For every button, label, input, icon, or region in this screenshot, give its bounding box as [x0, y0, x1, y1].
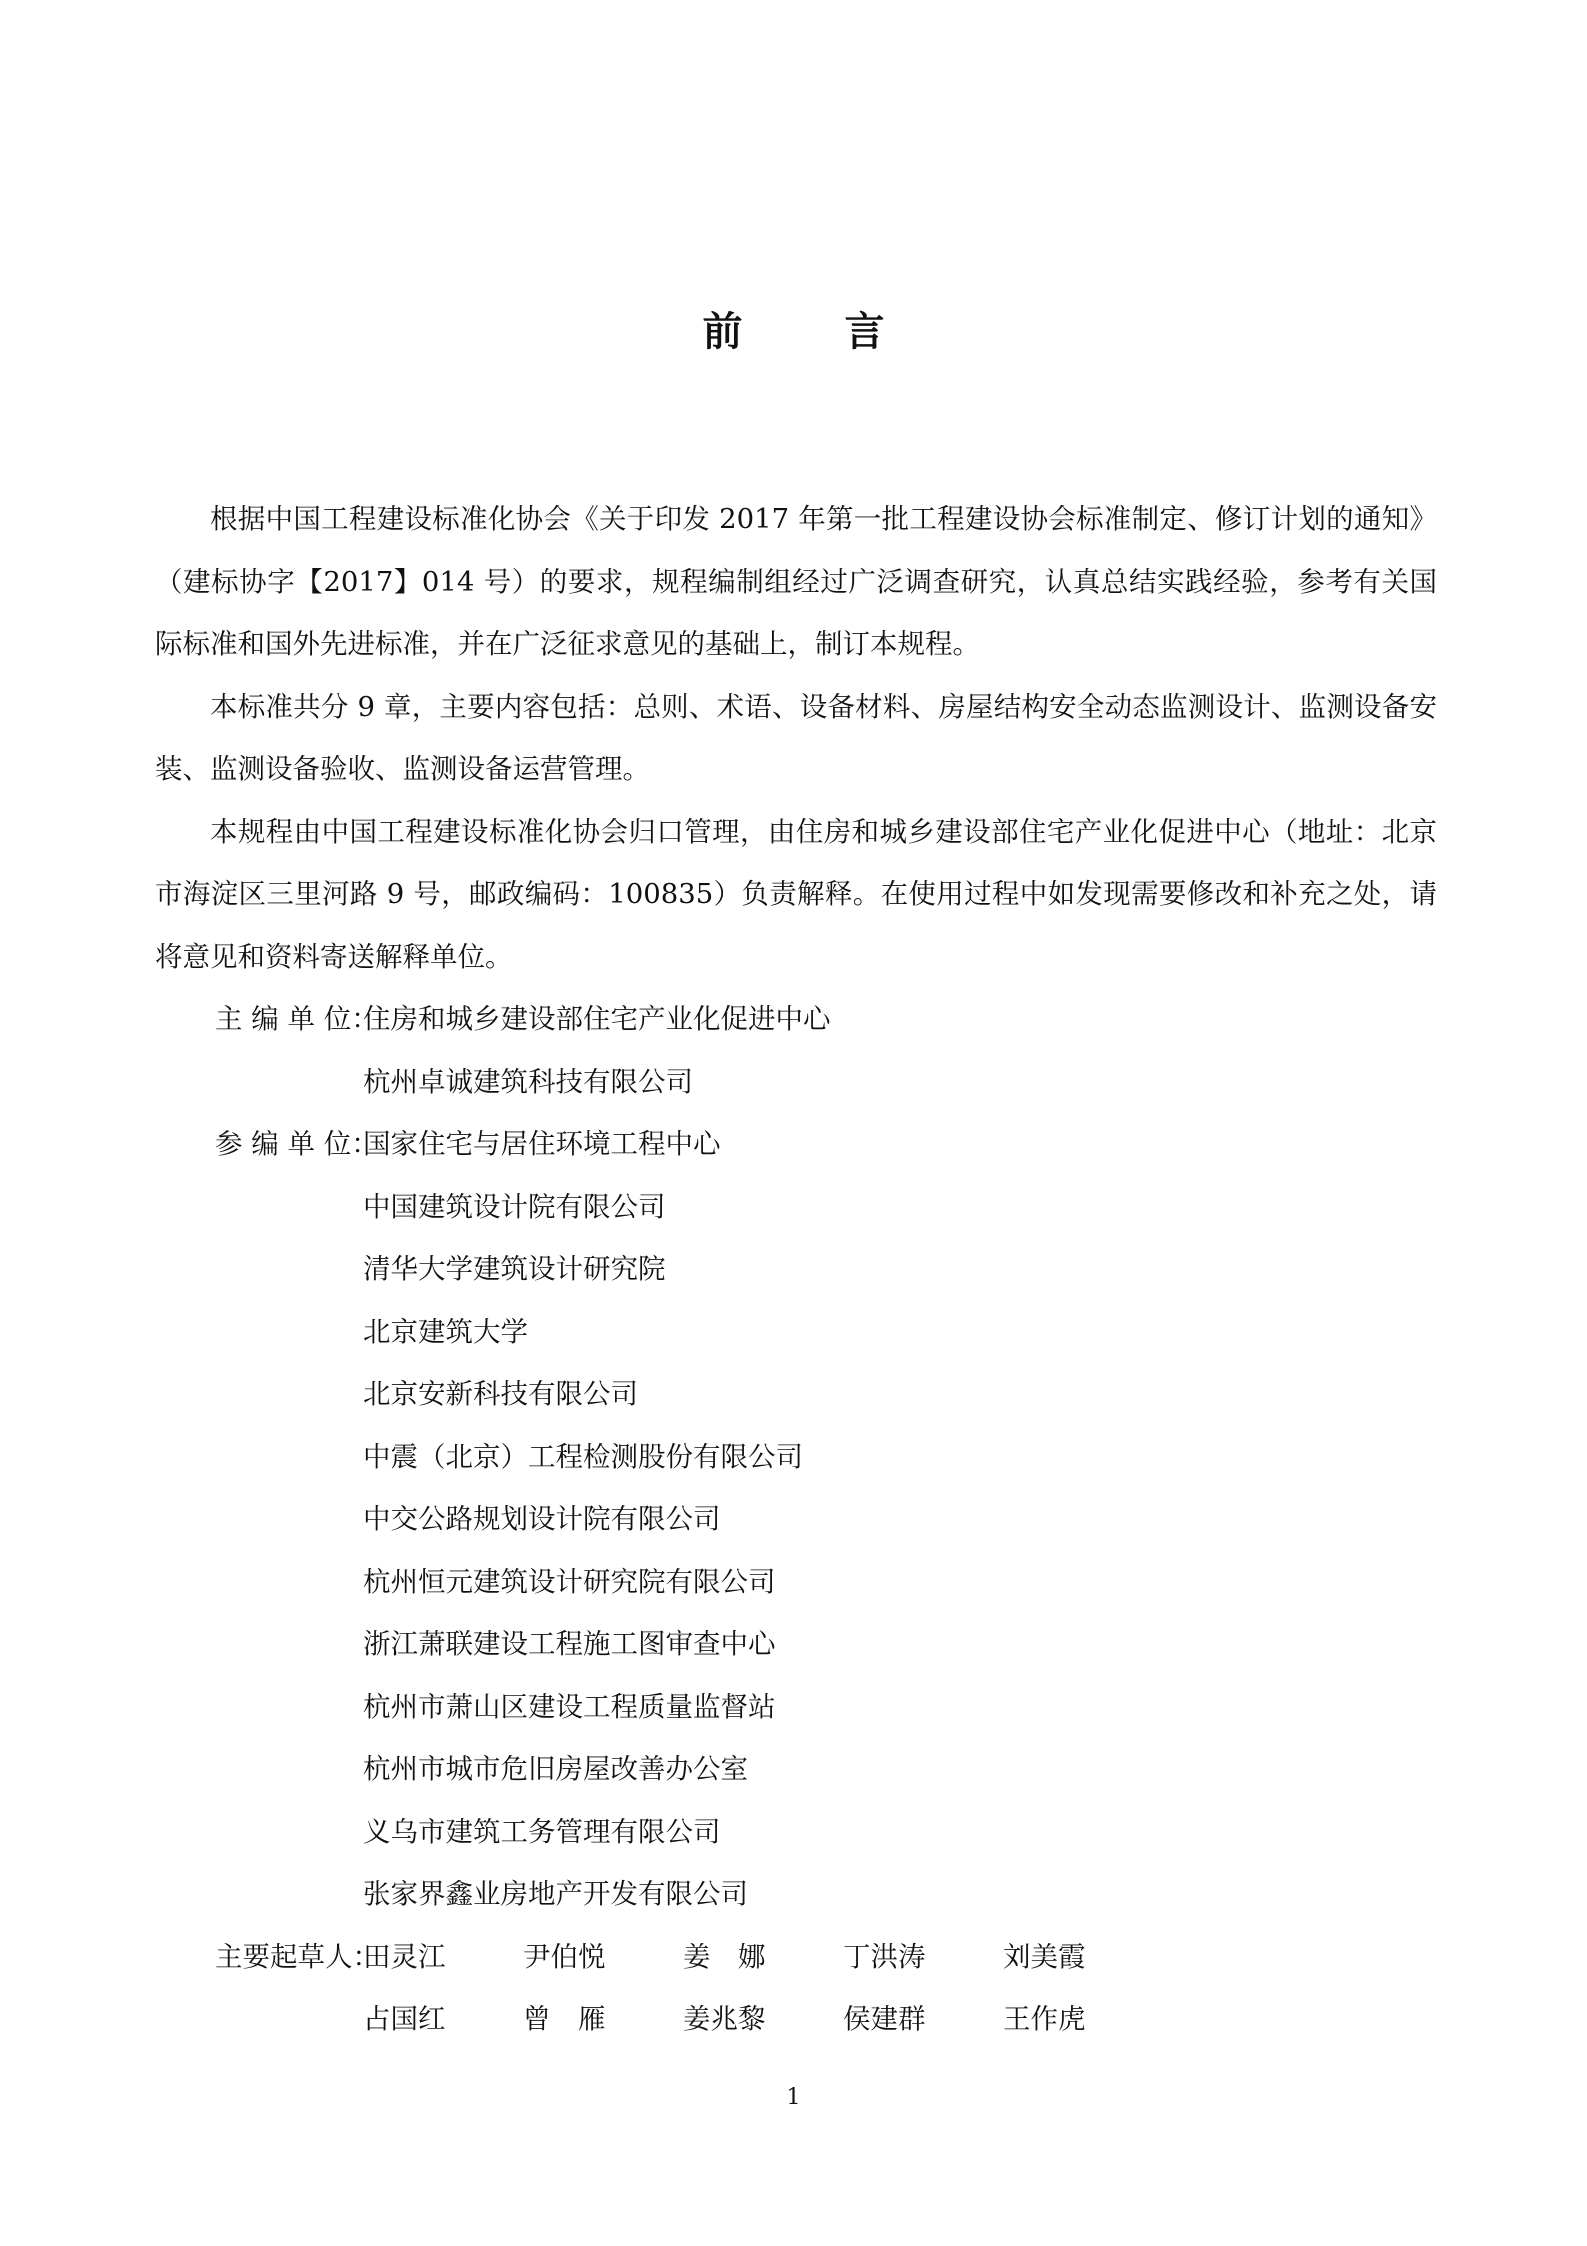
drafter-name: 王作虎: [1003, 2003, 1086, 2035]
page-title: 前 言: [702, 309, 929, 355]
list-item: 国家住宅与居住环境工程中心: [363, 1128, 721, 1160]
participating-units-list: [363, 1113, 1437, 1926]
list-item: 中震（北京）工程检测股份有限公司: [363, 1440, 803, 1473]
list-item: 义乌市建筑工务管理有限公司: [363, 1815, 721, 1848]
participating-units-label: 参 编 单 位：: [215, 1128, 379, 1160]
list-item: 中交公路规划设计院有限公司: [363, 1503, 721, 1535]
drafter-name: 刘美霞: [1003, 1940, 1086, 1973]
participating-units-section: [155, 1113, 1437, 1926]
drafters-section: [155, 1926, 1437, 2051]
list-item: 北京建筑大学: [363, 1315, 528, 1348]
chief-units-section: [155, 988, 1437, 1113]
drafter-name: 尹伯悦: [523, 1940, 606, 1973]
list-item: 北京安新科技有限公司: [363, 1378, 638, 1410]
document-body: [155, 488, 1437, 2051]
list-item: 杭州市城市危旧房屋改善办公室: [363, 1753, 748, 1785]
drafter-name: 田灵江: [363, 1940, 446, 1973]
paragraph: 根据中国工程建设标准化协会《关于印发 2017 年第一批工程建设协会标准制定、修订计划的通知》（建标协字【2017】014 号）的要求，规程编制组经过广泛调查研究，认真总结实践经验，参考有关国际标准和国外先进标准，并在广泛征求意见的基础上，制订本规程。: [155, 503, 1437, 660]
paragraph: 本规程由中国工程建设标准化协会归口管理，由住房和城乡建设部住宅产业化促进中心（地址：北京市海淀区三里河路 9 号，邮政编码：100835）负责解释。在使用过程中如发现需要修改和补充之处，请将意见和资料寄送解释单位。: [155, 815, 1437, 973]
drafters-list: [363, 1926, 1437, 2051]
drafter-name: 姜 娜: [683, 1940, 766, 1973]
drafter-row: [363, 1988, 1437, 2051]
list-item: 杭州市萧山区建设工程质量监督站: [363, 1690, 776, 1723]
drafters-label: 主要起草人：: [215, 1940, 380, 1973]
list-item: 杭州恒元建筑设计研究院有限公司: [363, 1565, 776, 1598]
list-item: 中国建筑设计院有限公司: [363, 1190, 666, 1223]
page-number: 1: [786, 2085, 801, 2110]
drafter-name: 侯建群: [843, 2003, 926, 2035]
list-item: 清华大学建筑设计研究院: [363, 1253, 666, 1285]
chief-units-label: 主 编 单 位：: [215, 1003, 379, 1035]
list-item: 浙江萧联建设工程施工图审查中心: [363, 1628, 776, 1660]
list-item: 杭州卓诚建筑科技有限公司: [363, 1065, 693, 1098]
drafter-name: 姜兆黎: [683, 2003, 766, 2035]
list-item: 张家界鑫业房地产开发有限公司: [363, 1878, 748, 1910]
chief-units-list: [363, 988, 1437, 1113]
list-item: 住房和城乡建设部住宅产业化促进中心: [363, 1003, 831, 1035]
paragraph: 本标准共分 9 章，主要内容包括：总则、术语、设备材料、房屋结构安全动态监测设计、监测设备安装、监测设备验收、监测设备运营管理。: [155, 690, 1437, 785]
drafter-name: 丁洪涛: [843, 1940, 926, 1973]
drafter-name: 曾 雁: [523, 2003, 606, 2035]
drafter-name: 占国红: [363, 2003, 446, 2035]
drafter-row: [363, 1926, 1437, 1989]
